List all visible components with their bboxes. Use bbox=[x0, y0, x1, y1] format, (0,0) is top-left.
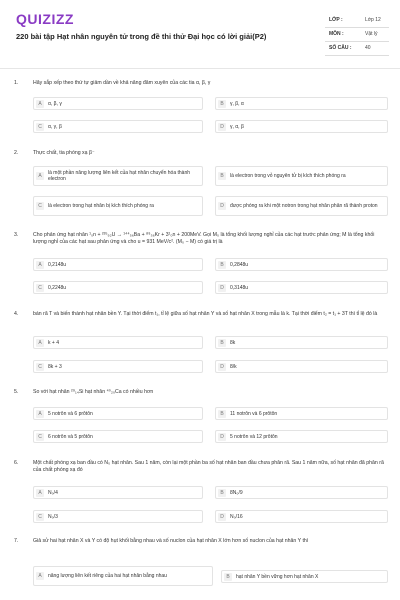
option-letter: A bbox=[36, 100, 44, 108]
option-c[interactable] bbox=[33, 430, 203, 443]
option-d[interactable] bbox=[215, 360, 388, 373]
option-letter: A bbox=[36, 339, 44, 347]
option-text: 6 notrôn và 5 prôtôn bbox=[48, 433, 93, 440]
option-letter: B bbox=[218, 100, 226, 108]
option-b[interactable] bbox=[215, 486, 388, 499]
option-text: 0,2848u bbox=[230, 261, 249, 268]
option-text: 8k bbox=[230, 339, 236, 346]
option-text: 0,3148u bbox=[230, 284, 249, 291]
option-text: γ, β, α bbox=[230, 100, 244, 107]
option-text: N₀/4 bbox=[48, 489, 58, 496]
question-number: 7. bbox=[14, 538, 19, 544]
question-number: 3. bbox=[14, 232, 19, 238]
option-c[interactable] bbox=[33, 196, 203, 216]
page-title: 220 bài tập Hạt nhân nguyên tử trong đề thi thử Đại học có lời giải(P2) bbox=[16, 32, 267, 41]
option-text: được phóng ra khi một notron trong hạt nhân phân rã thành proton bbox=[230, 203, 378, 209]
option-letter: D bbox=[218, 513, 226, 521]
meta-value: 40 bbox=[365, 45, 371, 51]
option-text: 11 notrôn và 6 prôtôn bbox=[230, 410, 278, 417]
option-d[interactable] bbox=[215, 510, 388, 523]
option-letter: B bbox=[224, 573, 232, 581]
option-text: α, β, γ bbox=[48, 100, 62, 107]
option-a[interactable] bbox=[33, 566, 213, 586]
meta-table bbox=[325, 14, 389, 56]
question-number: 4. bbox=[14, 311, 19, 317]
option-letter: B bbox=[218, 339, 226, 347]
option-c[interactable] bbox=[33, 360, 203, 373]
question-text: bán rã T và biến thành hạt nhân bền Y. Tại thời điểm t₁, tỉ lệ giữa số hạt nhân Y và số hạt nhân X trong mẫu là k. Tại thời điểm t₂ = t₁ + 3T thì tỉ lệ đó là bbox=[33, 311, 378, 317]
option-a[interactable] bbox=[33, 407, 203, 420]
question-text: Cho phản ứng hạt nhân ¹₀n + ²³⁵₉₂U → ¹⁴⁴₅₆Ba + ⁸⁹₃₆Kr + 3¹₀n + 200MeV. Gọi M₀ là tổng khối lượng nghỉ của các hạt trước phản ứng; M là tổng khối lượng nghỉ của các hạt sau phản ứng và cho u = 931 MeV/c². (M₀ − M) có giá trị là bbox=[33, 232, 375, 245]
option-c[interactable] bbox=[33, 510, 203, 523]
option-text: k + 4 bbox=[48, 339, 59, 346]
question-text: Giả sử hai hạt nhân X và Y có độ hụt khối bằng nhau và số nuclon của hạt nhân X lớn hơn số nuclon của hạt nhân Y thì bbox=[33, 538, 309, 544]
option-text: là electron trong hạt nhân bị kích thích phóng ra bbox=[48, 203, 154, 209]
option-text: 5 notrôn và 6 prôtôn bbox=[48, 410, 93, 417]
option-letter: D bbox=[218, 363, 226, 371]
meta-row-count bbox=[325, 42, 389, 56]
meta-row-class bbox=[325, 14, 389, 28]
option-a[interactable] bbox=[33, 258, 203, 271]
option-c[interactable] bbox=[33, 281, 203, 294]
option-b[interactable] bbox=[215, 258, 388, 271]
option-text: 8N₀/9 bbox=[230, 489, 243, 496]
option-b[interactable] bbox=[215, 97, 388, 110]
option-text: năng lượng liên kết riêng của hai hạt nhân bằng nhau bbox=[48, 573, 167, 579]
option-text: hạt nhân Y bền vững hơn hạt nhân X bbox=[236, 573, 319, 580]
option-b[interactable] bbox=[215, 166, 388, 186]
meta-value: Lớp 12 bbox=[365, 17, 381, 23]
option-text: 8/k bbox=[230, 363, 237, 370]
option-text: γ, α, β bbox=[230, 123, 244, 130]
question-number: 6. bbox=[14, 460, 19, 466]
option-text: α, γ, β bbox=[48, 123, 62, 130]
option-text: N₀/16 bbox=[230, 513, 243, 520]
option-letter: B bbox=[218, 410, 226, 418]
option-letter: B bbox=[218, 489, 226, 497]
question-text: Một chất phóng xạ ban đầu có N₀ hạt nhân. Sau 1 năm, còn lại một phần ba số hạt nhân ban đầu chưa phân rã. Sau 1 năm nữa, số hạt nhân đã phân rã của chất phóng xạ đó bbox=[33, 460, 384, 473]
option-d[interactable] bbox=[215, 281, 388, 294]
option-b[interactable] bbox=[215, 407, 388, 420]
option-d[interactable] bbox=[215, 120, 388, 133]
option-letter: C bbox=[36, 513, 44, 521]
option-letter: D bbox=[218, 284, 226, 292]
option-letter: C bbox=[36, 123, 44, 131]
option-letter: D bbox=[218, 202, 226, 210]
meta-label: LỚP : bbox=[329, 17, 343, 23]
option-text: 0,2248u bbox=[48, 284, 67, 291]
option-a[interactable] bbox=[33, 166, 203, 186]
meta-label: MÔN : bbox=[329, 31, 344, 37]
option-letter: A bbox=[36, 172, 44, 180]
option-d[interactable] bbox=[215, 430, 388, 443]
option-c[interactable] bbox=[33, 120, 203, 133]
option-b[interactable] bbox=[215, 336, 388, 349]
option-letter: B bbox=[218, 261, 226, 269]
question-text: Hãy sắp xếp theo thứ tự giảm dần về khả năng đâm xuyên của các tia α, β, γ bbox=[33, 80, 211, 86]
header bbox=[0, 0, 400, 66]
option-text: 5 notrôn và 12 prôtôn bbox=[230, 433, 278, 440]
option-text: là electron trong vỏ nguyên tử bị kích thích phóng ra bbox=[230, 173, 346, 179]
meta-row-subject bbox=[325, 28, 389, 42]
question-text: So với hạt nhân ²⁹₁₄Si hạt nhân ⁴⁰₂₀Ca có nhiều hơn bbox=[33, 389, 154, 395]
option-text: N₀/3 bbox=[48, 513, 58, 520]
option-letter: C bbox=[36, 363, 44, 371]
option-letter: A bbox=[36, 489, 44, 497]
question-number: 1. bbox=[14, 80, 19, 86]
option-letter: B bbox=[218, 172, 226, 180]
option-letter: D bbox=[218, 433, 226, 441]
question-number: 2. bbox=[14, 150, 19, 156]
quizizz-logo: QUIZIZZ bbox=[16, 11, 74, 27]
option-text: là một phần năng lượng liên kết của hạt nhân chuyển hóa thành electron bbox=[48, 170, 191, 182]
option-a[interactable] bbox=[33, 486, 203, 499]
option-text: 8k + 3 bbox=[48, 363, 62, 370]
option-a[interactable] bbox=[33, 97, 203, 110]
option-letter: D bbox=[218, 123, 226, 131]
option-d[interactable] bbox=[215, 196, 388, 216]
option-text: 0,2148u bbox=[48, 261, 67, 268]
meta-value: Vật lý bbox=[365, 31, 378, 37]
option-letter: A bbox=[36, 410, 44, 418]
option-letter: C bbox=[36, 433, 44, 441]
option-letter: C bbox=[36, 202, 44, 210]
option-b[interactable] bbox=[221, 570, 388, 583]
option-letter: C bbox=[36, 284, 44, 292]
meta-label: SỐ CÂU : bbox=[329, 45, 352, 51]
option-letter: A bbox=[36, 261, 44, 269]
option-a[interactable] bbox=[33, 336, 203, 349]
option-letter: A bbox=[36, 572, 44, 580]
question-number: 5. bbox=[14, 389, 19, 395]
question-text: Thực chất, tia phóng xạ β⁻ bbox=[33, 150, 95, 156]
header-divider bbox=[0, 68, 400, 69]
